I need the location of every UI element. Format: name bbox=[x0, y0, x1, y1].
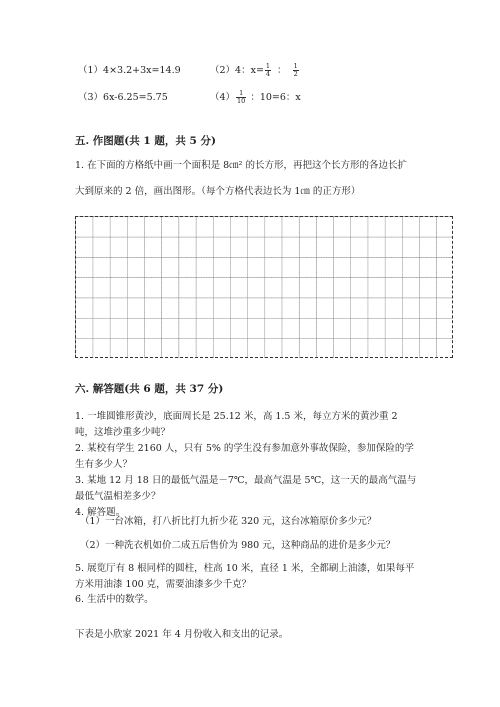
fraction-numerator: 1 bbox=[265, 62, 271, 70]
question-2-line-1: 2. 某校有学生 2160 人，只有 5% 的学生没有参加意外事故保险，参加保险的学 bbox=[75, 443, 414, 454]
section-5-question-line-2: 大到原来的 2 倍，画出图形。（每个方格代表边长为 1㎝ 的正方形） bbox=[75, 186, 361, 197]
equation-2 bbox=[210, 63, 300, 78]
fraction-denominator: 2 bbox=[293, 70, 298, 78]
fraction-numerator: 1 bbox=[293, 62, 298, 70]
fraction-one-tenth bbox=[236, 90, 246, 105]
fraction-numerator: 1 bbox=[236, 90, 246, 98]
square-grid-paper[interactable] bbox=[75, 216, 453, 358]
question-1-line-2: 吨，这堆沙重多少吨？ bbox=[75, 427, 171, 438]
section-6-title: 六. 解答题(共 6 题，共 37 分) bbox=[75, 383, 224, 395]
fraction-denominator: 4 bbox=[265, 70, 271, 78]
equation-4-suffix: ：10=6：x bbox=[250, 92, 301, 103]
equation-4-prefix: （4） bbox=[210, 92, 236, 103]
ratio-colon: ： bbox=[277, 65, 287, 76]
equation-3: （3）6x-6.25=5.75 bbox=[78, 92, 168, 103]
fraction-denominator: 10 bbox=[237, 97, 246, 105]
question-6-heading: 6. 生活中的数学。 bbox=[75, 594, 154, 605]
question-1-line-1: 1. 一堆圆锥形黄沙，底面周长是 25.12 米，高 1.5 米，每立方米的黄沙重 2 bbox=[75, 411, 398, 422]
question-4-sub-2: （2）一种洗衣机如价二成五后售价为 980 元，这种商品的进价是多少元？ bbox=[80, 540, 396, 551]
question-4-heading: 4. 解答题。 bbox=[75, 507, 126, 518]
equation-1: （1）4×3.2+3x=14.9 bbox=[78, 65, 181, 76]
question-4-sub-1: （1）一台冰箱，打八折比打九折少花 320 元，这台冰箱原价多少元？ bbox=[80, 516, 377, 527]
question-3-line-1: 3. 某地 12 月 18 日的最低气温是－7℃，最高气温是 5℃，这一天的最高气温与 bbox=[75, 475, 417, 486]
question-5-line-1: 5. 展览厅有 8 根同样的圆柱，柱高 10 米，直径 1 米，全都刷上油漆，如果每平 bbox=[75, 563, 415, 574]
equation-4 bbox=[210, 90, 301, 105]
question-5-line-2: 方米用油漆 100 克，需要油漆多少千克？ bbox=[75, 579, 252, 590]
section-5-title: 五. 作图题(共 1 题，共 5 分) bbox=[75, 135, 216, 147]
equation-2-prefix: （2）4：x= bbox=[210, 65, 264, 76]
section-5-question-line-1: 1. 在下面的方格纸中画一个面积是 8㎝² 的长方形，再把这个长方形的各边长扩 bbox=[75, 160, 407, 171]
table-intro-text: 下表是小欣家 2021 年 4 月份收入和支出的记录。 bbox=[75, 629, 289, 640]
question-2-line-2: 生有多少人？ bbox=[75, 459, 133, 470]
fraction-one-half bbox=[293, 63, 299, 78]
fraction-one-quarter bbox=[265, 63, 271, 78]
question-3-line-2: 最低气温相差多少？ bbox=[75, 491, 161, 502]
